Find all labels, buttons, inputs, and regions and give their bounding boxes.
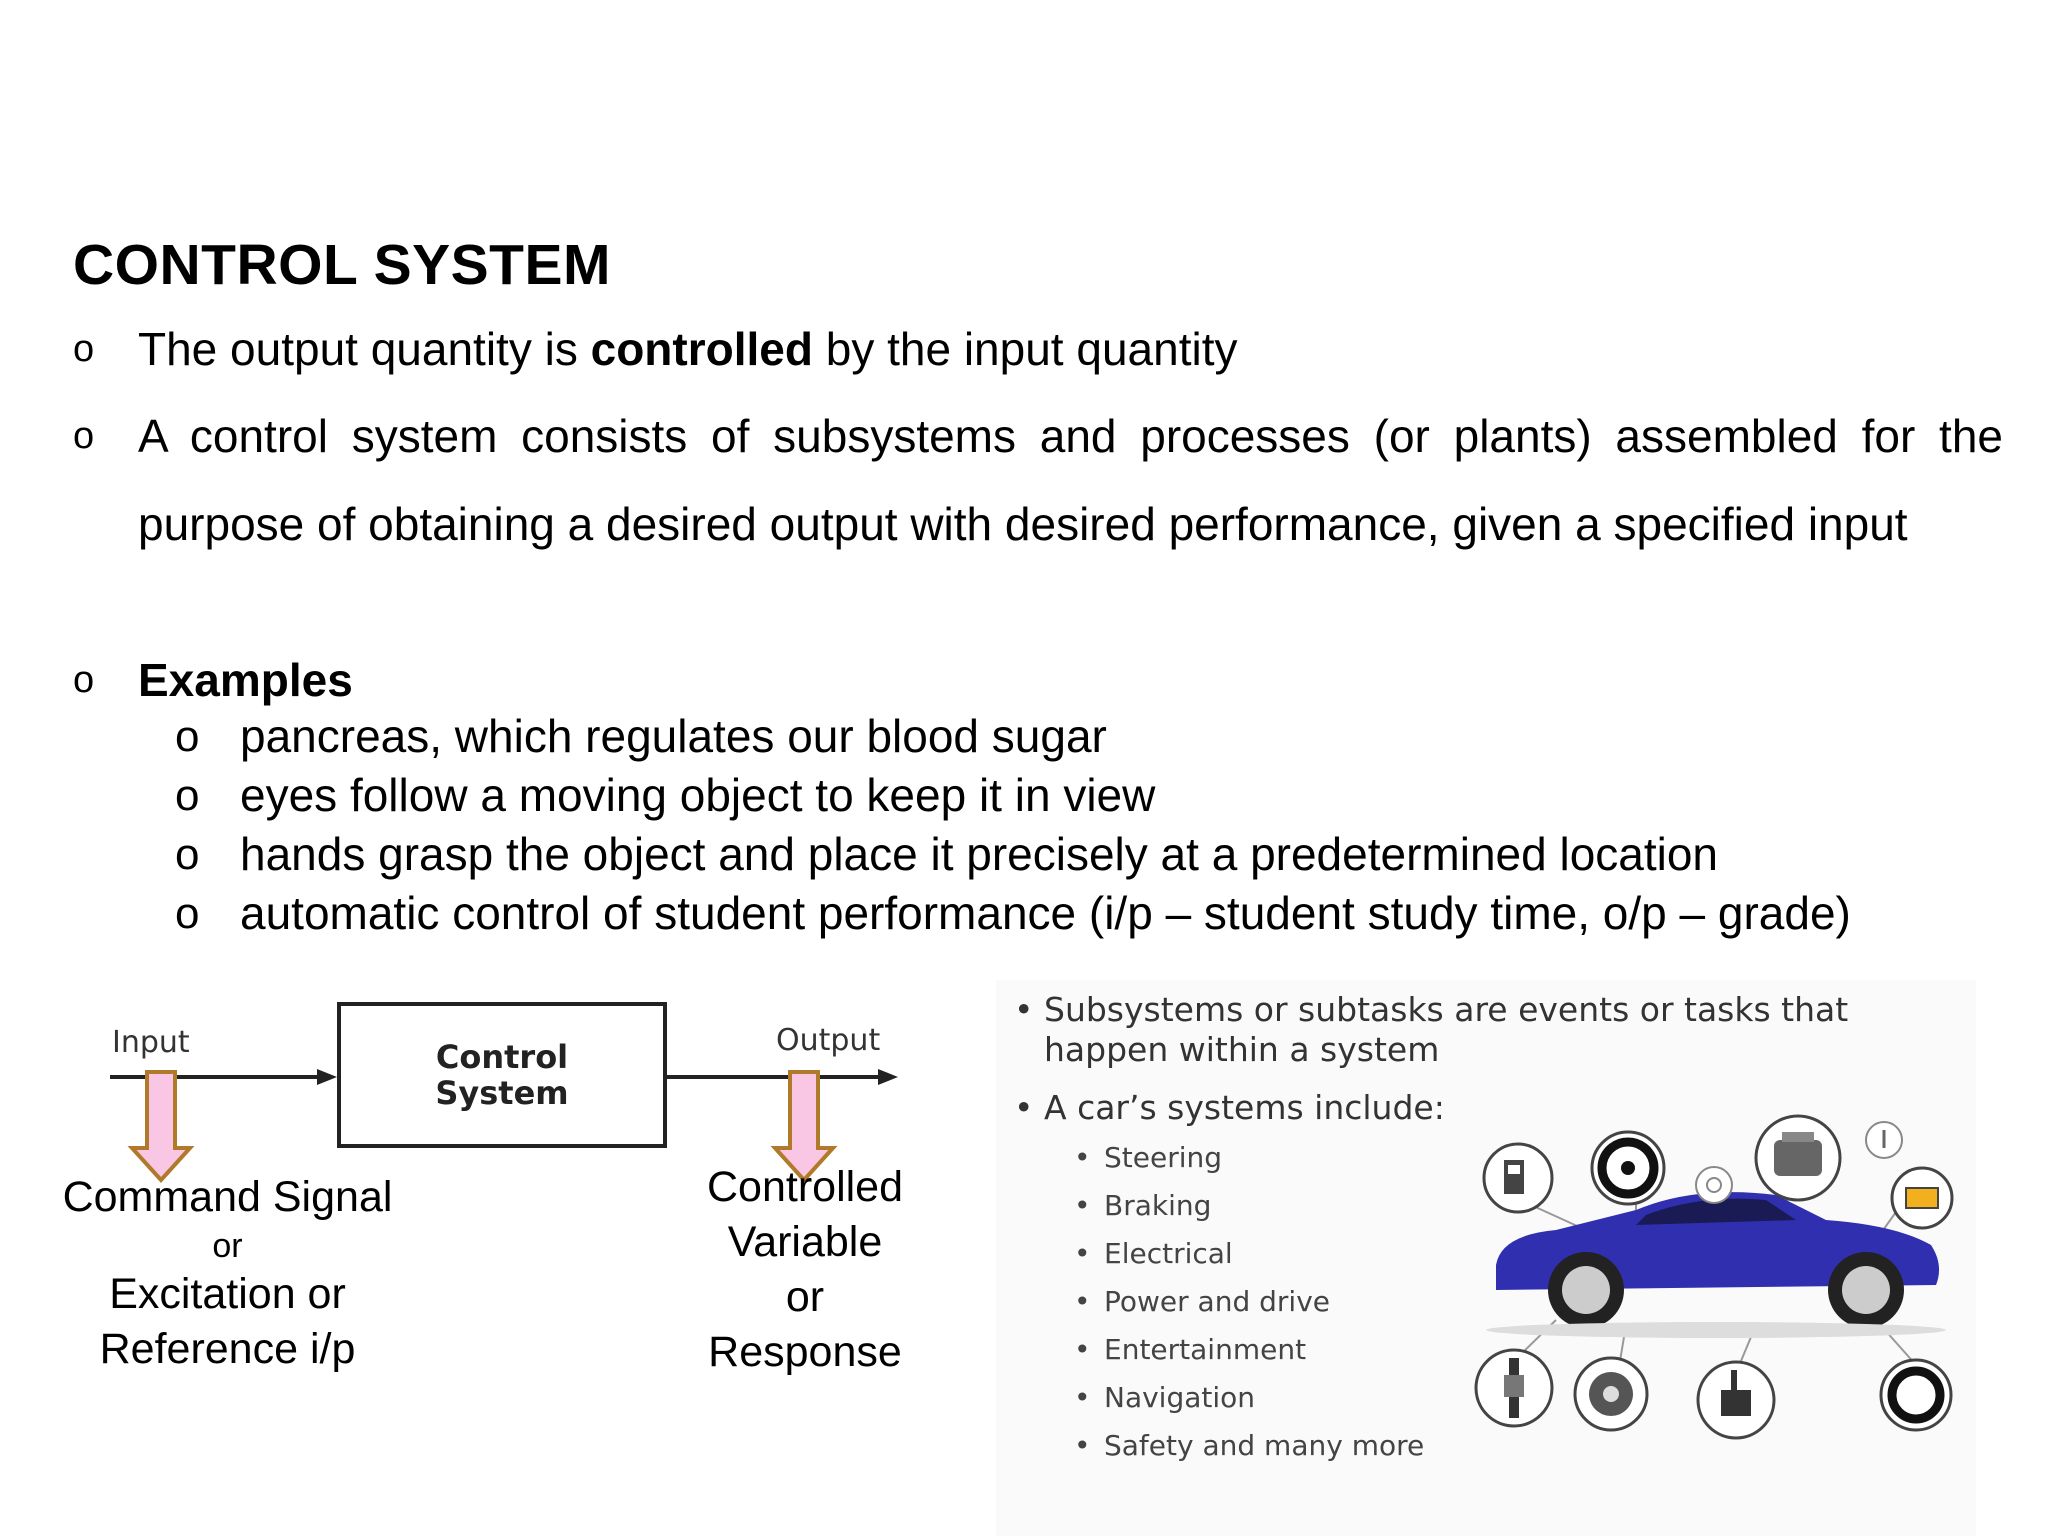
bullet-marker: o	[175, 771, 200, 820]
command-signal-caption	[40, 1170, 415, 1377]
output-arrowhead	[878, 1069, 898, 1085]
fuel-pump-icon	[1484, 1144, 1552, 1212]
bullet-dot: •	[1014, 1088, 1034, 1127]
caption-line: Excitation or	[109, 1270, 346, 1318]
car-system-text: Braking	[1104, 1189, 1212, 1222]
command-signal-arrow	[132, 1072, 190, 1180]
car-system-text: Steering	[1104, 1141, 1223, 1174]
car-system-text: Navigation	[1104, 1381, 1256, 1414]
bullet-dot: •	[1074, 1333, 1091, 1366]
caption-line: Command Signal	[62, 1173, 393, 1221]
caption-line: Reference i/p	[99, 1325, 356, 1373]
bullet-dot: •	[1074, 1141, 1091, 1174]
example-text: hands grasp the object and place it precisely at a predetermined location	[240, 828, 1719, 880]
bullet-dot: •	[1074, 1285, 1091, 1318]
steering-wheel-icon	[1592, 1132, 1664, 1204]
bullet-text-post: by the input quantity	[812, 323, 1238, 375]
bullet-marker: o	[175, 889, 200, 938]
caption-line: or	[785, 1273, 825, 1321]
car-subsystems-panel	[996, 980, 1976, 1536]
slide-title: CONTROL SYSTEM	[73, 233, 611, 297]
car-icon	[1486, 1192, 1946, 1338]
panel-bullet-text: Subsystems or subtasks are events or tasks that happen within a system	[1044, 990, 1849, 1069]
control-system-box	[337, 1002, 667, 1148]
box-line-2: System	[435, 1074, 569, 1112]
examples-heading: Examples	[138, 654, 353, 706]
battery-icon	[1892, 1168, 1952, 1228]
caption-line: Controlled	[707, 1163, 903, 1211]
caption-line: or	[212, 1227, 243, 1265]
bullet-marker: o	[73, 328, 95, 370]
horn-icon	[1696, 1167, 1732, 1203]
temperature-icon	[1866, 1122, 1902, 1158]
car-system-text: Power and drive	[1104, 1285, 1330, 1318]
box-line-1: Control	[435, 1038, 569, 1076]
caption-line: Response	[708, 1328, 902, 1376]
output-label: Output	[776, 1023, 881, 1058]
car-system-text: Safety and many more	[1104, 1429, 1425, 1462]
car-system-text: Electrical	[1104, 1237, 1233, 1270]
bullet-marker: o	[175, 830, 200, 879]
car-system-text: Entertainment	[1104, 1333, 1307, 1366]
example-text: pancreas, which regulates our blood sugar	[240, 710, 1107, 762]
bullet-marker: o	[73, 659, 95, 701]
control-system-block-diagram	[40, 985, 940, 1405]
bullet-dot: •	[1074, 1237, 1091, 1270]
shock-absorber-icon	[1476, 1350, 1552, 1426]
input-arrowhead	[317, 1069, 337, 1085]
bullet-text-pre: The output quantity is	[138, 323, 591, 375]
bullet-definition-text: A control system consists of subsystems and processes (or plants) assembled for the purpose of obtaining a desired output with desired performance, given a specified input	[138, 410, 2003, 550]
gear-shift-icon	[1698, 1362, 1774, 1438]
bullet-marker: o	[73, 415, 95, 457]
controlled-variable-caption	[680, 1160, 930, 1380]
tire-icon	[1881, 1360, 1951, 1430]
brake-disc-icon	[1575, 1358, 1647, 1430]
bullet-dot: •	[1074, 1429, 1091, 1462]
panel-bullet-text: A car’s systems include:	[1044, 1088, 1445, 1127]
bullet-text-bold: controlled	[590, 323, 813, 375]
caption-line: Variable	[727, 1218, 883, 1266]
input-label: Input	[112, 1025, 190, 1060]
bullet-dot: •	[1074, 1189, 1091, 1222]
bullet-marker: o	[175, 712, 200, 761]
example-text: automatic control of student performance (i/p – student study time, o/p – grade)	[240, 887, 1851, 939]
car-illustration	[996, 980, 1976, 1536]
engine-icon	[1756, 1116, 1840, 1200]
example-text: eyes follow a moving object to keep it in view	[240, 769, 1156, 821]
bullet-dot: •	[1074, 1381, 1091, 1414]
bullet-dot: •	[1014, 990, 1034, 1029]
